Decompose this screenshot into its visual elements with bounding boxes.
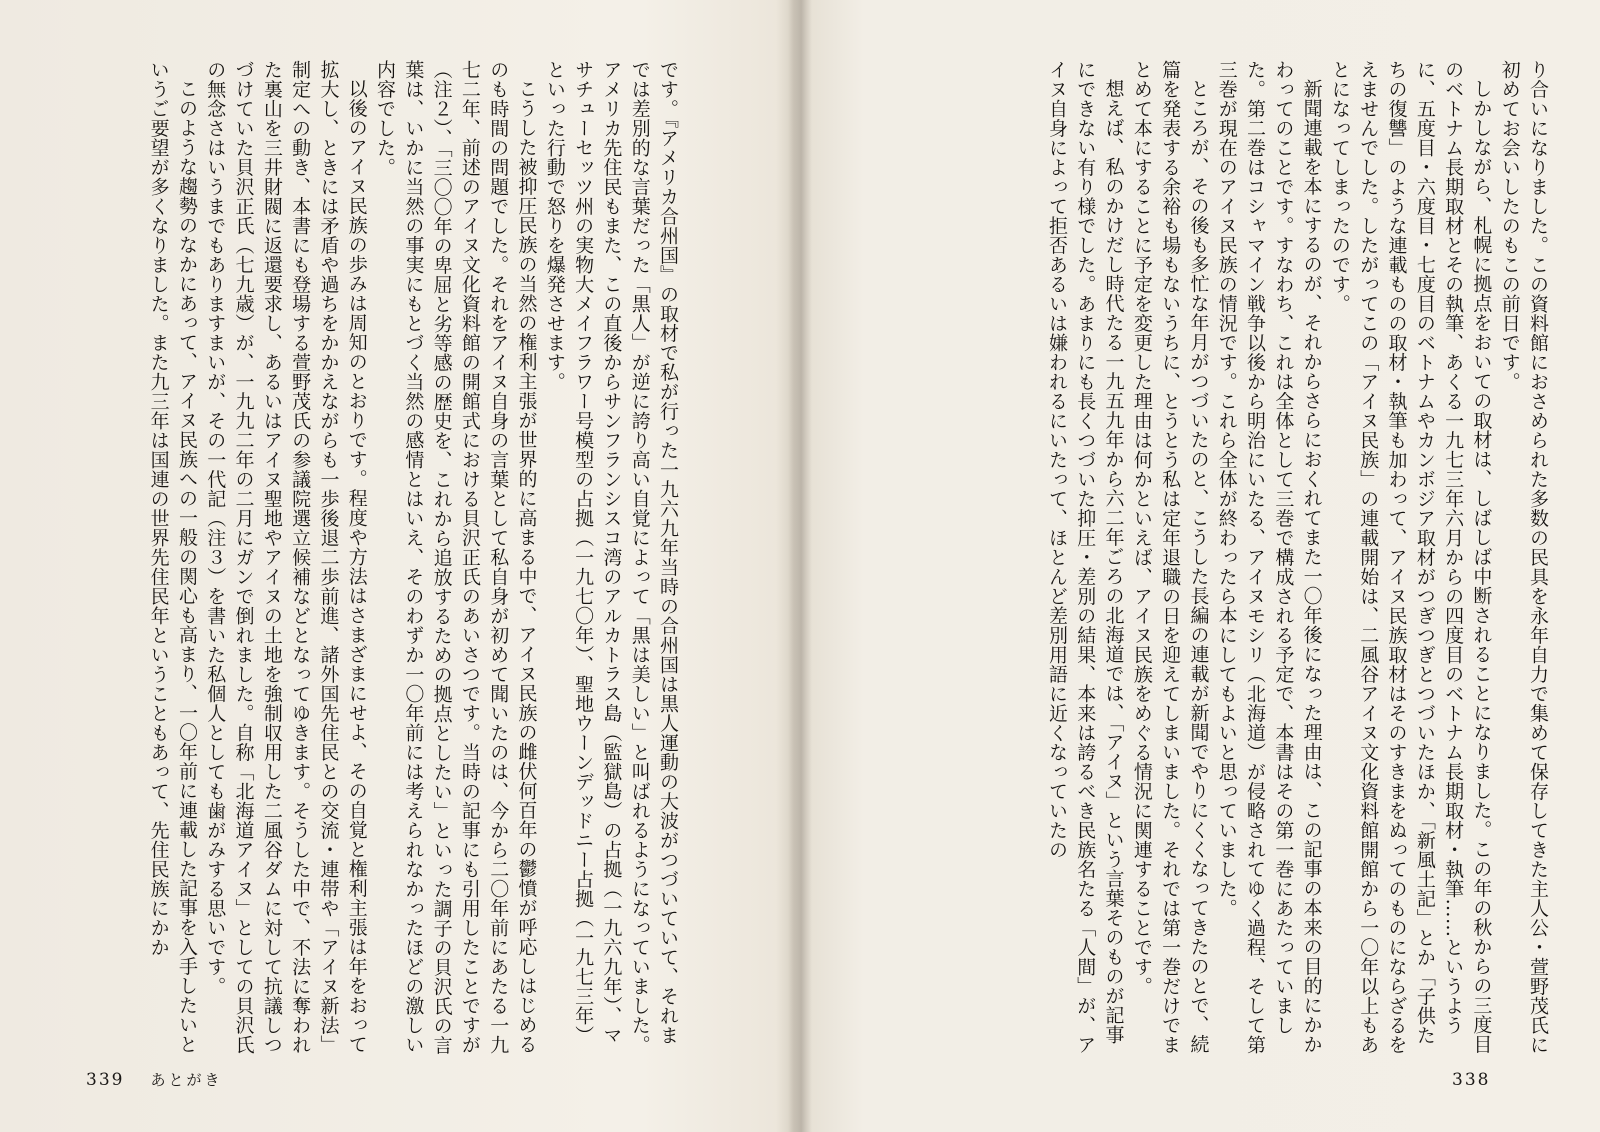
paragraph: 新聞連載を本にするのが、それからさらにおくれてまた一〇年後になった理由は、この記事の本来の目的にかかわってのことです。すなわち、これは全体として三巻で構成される予定で、本書はその第一巻にあたっていました。第二巻はコシャマイン戦争以後から明治にいたる、アイヌモシリ（北海道）が侵略されてゆく過程、そして第三巻が現在のアイヌ民族の情況です。これら全体が終わったら本にしてもよいと思っていました。 <box>1215 60 1323 1055</box>
right-page-body <box>990 60 1552 1060</box>
paragraph: このような趨勢のなかにあって、アイヌ民族への一般の関心も高まり、一〇年前に連載した記事を入手したいというご要望が多くなりました。また九三年は国連の世界先住民年ということもあって、先住民族にかか <box>147 60 198 1054</box>
left-page-footer <box>86 1069 222 1090</box>
right-page-footer <box>1452 1070 1490 1090</box>
left-page <box>0 0 796 1132</box>
running-head: あとがき <box>150 1071 223 1089</box>
paragraph: 想えば、私のかけだし時代たる一九五九年から六二年ごろの北海道では、「アイヌ」という言葉そのものが記事にできない有り様でした。あまりにも長くつづいた抑圧・差別の結果、本来は誇るべき民族名たる「人間」が、アイヌ自身によって拒否あるいは嫌われるにいたって、ほとんど差別用語に近くなっていたの <box>1045 60 1125 1055</box>
paragraph: ところが、その後も多忙な年月がつづいたのと、こうした長編の連載が新聞でやりにくくなってきたのとで、続篇を発表する余裕も場もないうちに、とうとう私は定年退職の日を迎えてしまいました。それでは第一巻だけでまとめて本にすることに予定を変更した理由は何かといえば、アイヌ民族をめぐる情況に関連することです。 <box>1130 60 1210 1055</box>
paragraph: しかしながら、札幌に拠点をおいての取材は、しばしば中断されることになりました。この年の秋からの三度目のベトナム長期取材とその執筆、あくる一九七三年六月からの四度目のベトナム長期取材・執筆……というように、五度目・六度目・七度目のベトナムやカンボジア取材がつぎつぎとつづいたほか、「新風土記」とか「子供たちの復讐」のような連載ものの取材・執筆も加わって、アイヌ民族取材はそのすきまをぬってのものにならざるをえませんでした。したがってこの「アイヌ民族」の連載開始は、二風谷アイヌ文化資料館開館から一〇年以上もあとになってしまったのです。 <box>1328 60 1493 1055</box>
left-page-body <box>82 60 682 1060</box>
page-number: 339 <box>86 1070 125 1090</box>
paragraph: こうした被抑圧民族の当然の権利主張が世界的に高まる中で、アイヌ民族の雌伏何百年の鬱憤が呼応しはじめるのも時間の問題でした。それをアイヌ自身の言葉として私自身が初めて聞いたのは、今から二〇年前にあたる一九七二年、前述のアイヌ文化資料館の開館式における貝沢正氏のあいさつです。当時の記事にも引用したことですが（注２）、「三〇〇年の卑屈と劣等感の歴史を、これから追放するための拠点としたい」といった調子の貝沢氏の言葉は、いかに当然の事実にもとづく当然の感情とはいえ、そのわずか一〇年前には考えられなかったほどの激しい内容でした。 <box>374 60 538 1055</box>
page-number: 338 <box>1452 1070 1491 1090</box>
paragraph: です。『アメリカ合州国』の取材で私が行った一九六九年当時の合州国は黒人運動の大波がつづいていて、それまでは差別的な言葉だった「黒人」が逆に誇り高い自覚によって「黒は美しい」と叫ばれるようになっていました。アメリカ先住民もまた、この直後からサンフランシスコ湾のアルカトラス島（監獄島）の占拠（一九六九年）、マサチューセッツ州の実物大メイフラワー号模型の占拠（一九七〇年）、聖地ウーンデッドニー占拠（一九七三年）といった行動で怒りを爆発させます。 <box>543 60 679 1055</box>
paragraph: り合いになりました。この資料館におさめられた多数の民具を永年自力で集めて保存してきた主人公・萱野茂氏に初めてお会いしたのもこの前日です。 <box>1498 60 1549 1055</box>
right-page <box>804 0 1600 1132</box>
paragraph: 以後のアイヌ民族の歩みは周知のとおりです。程度や方法はさまざまにせよ、その自覚と権利主張は年をおって拡大し、ときには矛盾や過ちをかかえながらも一歩後退二歩前進、諸外国先住民との交流・連帯や「アイヌ新法」制定への動き、本書にも登場する萱野茂氏の参議院選立候補などとなってゆきます。そうした中で、不法に奪われた裏山を三井財閥に返還要求し、あるいはアイヌ聖地やアイヌの土地を強制収用した二風谷ダムに対して抗議しつづけていた貝沢正氏（七九歳）が、一九九二年の二月にガンで倒れました。自称「北海道アイヌ」としての貝沢氏の無念さはいうまでもありますまいが、その一代記（注３）を書いた私個人としても歯がみする思いです。 <box>204 60 368 1055</box>
